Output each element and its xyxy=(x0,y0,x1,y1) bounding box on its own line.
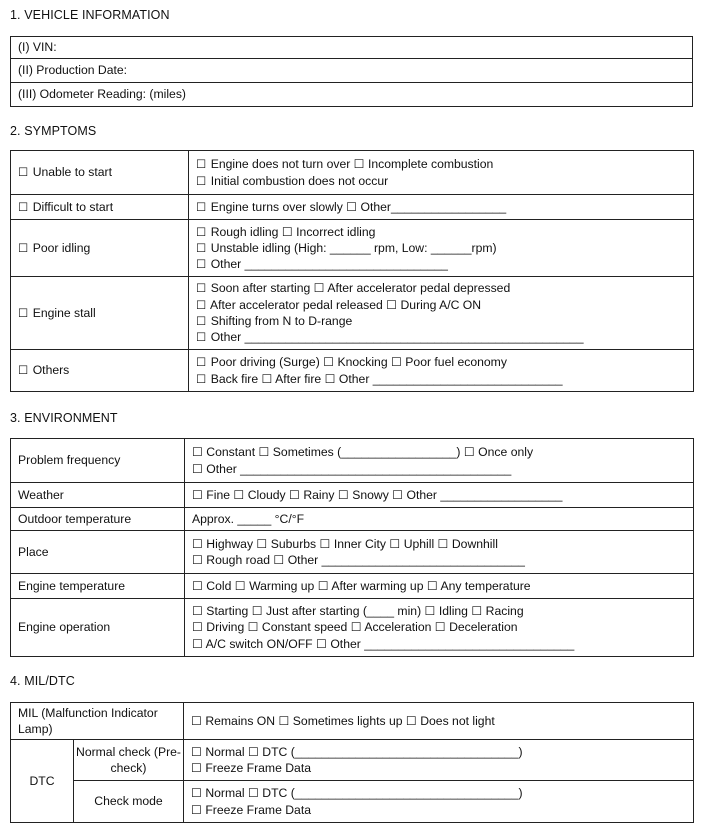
symptom-options-poor-idling: ☐ Rough idling ☐ Incorrect idling ☐ Unstable idling (High: ______ rpm, Low: ______rpm) ☐ Other ______________________________ xyxy=(189,220,694,277)
checkbox-icon[interactable]: ☐ xyxy=(196,257,207,272)
checkbox-icon[interactable]: ☐ xyxy=(196,157,207,172)
checkbox-icon[interactable]: ☐ xyxy=(196,371,207,386)
checkbox-icon[interactable]: ☐ xyxy=(196,281,207,296)
checkbox-icon[interactable]: ☐ xyxy=(196,199,207,214)
mil-label: MIL (Malfunction Indicator Lamp) xyxy=(11,703,184,740)
env-options-engine-operation[interactable]: ☐ Starting ☐ Just after starting (____ min) ☐ Idling ☐ Racing ☐ Driving ☐ Constant speed ☐ Acceleration ☐ Deceleration ☐ A/C switch ON/OFF ☐ Other _______________________________ xyxy=(185,599,694,657)
checkbox-icon[interactable]: ☐ xyxy=(196,330,207,345)
section-environment-heading: 3. ENVIRONMENT xyxy=(10,411,118,425)
symptom-label-poor-idling[interactable]: ☐ Poor idling xyxy=(11,220,189,277)
checkbox-icon[interactable]: ☐ xyxy=(196,240,207,255)
env-label-engine-temperature: Engine temperature xyxy=(11,574,185,599)
env-options-engine-temperature[interactable]: ☐ Cold ☐ Warming up ☐ After warming up ☐ Any temperature xyxy=(185,574,694,599)
normal-check-options[interactable]: ☐ Normal ☐ DTC (_________________________________) ☐ Freeze Frame Data xyxy=(184,740,694,781)
symptom-label-engine-stall[interactable]: ☐ Engine stall xyxy=(11,277,189,350)
checkbox-icon[interactable]: ☐ xyxy=(196,224,207,239)
env-options-weather[interactable]: ☐ Fine ☐ Cloudy ☐ Rainy ☐ Snowy ☐ Other __________________ xyxy=(185,483,694,508)
env-options-outdoor-temperature[interactable]: Approx. _____ °C/°F xyxy=(185,508,694,531)
check-mode-label: Check mode xyxy=(74,781,184,823)
section-vehicle-heading: 1. VEHICLE INFORMATION xyxy=(10,8,170,22)
symptom-options-difficult-to-start: ☐ Engine turns over slowly ☐ Other_________________ xyxy=(189,195,694,220)
symptom-options-unable-to-start: ☐ Engine does not turn over ☐ Incomplete combustion ☐ Initial combustion does not occur xyxy=(189,151,694,195)
checkbox-icon[interactable]: ☐ xyxy=(196,297,207,312)
dtc-label: DTC xyxy=(11,740,74,823)
env-label-weather: Weather xyxy=(11,483,185,508)
symptom-label-difficult-to-start[interactable]: ☐ Difficult to start xyxy=(11,195,189,220)
symptom-label-others[interactable]: ☐ Others xyxy=(11,350,189,392)
checkbox-icon[interactable]: ☐ xyxy=(18,363,29,378)
section-symptoms-heading: 2. SYMPTOMS xyxy=(10,124,97,138)
normal-check-label: Normal check (Pre-check) xyxy=(74,740,184,781)
vin-field[interactable]: (I) VIN: xyxy=(11,37,693,59)
env-options-place[interactable]: ☐ Highway ☐ Suburbs ☐ Inner City ☐ Uphill ☐ Downhill ☐ Rough road ☐ Other ______________________________ xyxy=(185,531,694,574)
symptoms-table xyxy=(10,150,694,392)
check-mode-options[interactable]: ☐ Normal ☐ DTC (_________________________________) ☐ Freeze Frame Data xyxy=(184,781,694,823)
section-mil-dtc-heading: 4. MIL/DTC xyxy=(10,674,75,688)
env-options-problem-frequency[interactable]: ☐ Constant ☐ Sometimes (_________________) ☐ Once only ☐ Other ________________________________________ xyxy=(185,439,694,483)
mil-options[interactable]: ☐ Remains ON ☐ Sometimes lights up ☐ Does not light xyxy=(184,703,694,740)
checkbox-icon[interactable]: ☐ xyxy=(18,165,29,180)
odometer-field[interactable]: (III) Odometer Reading: (miles) xyxy=(11,83,693,107)
symptom-options-others: ☐ Poor driving (Surge) ☐ Knocking ☐ Poor fuel economy ☐ Back fire ☐ After fire ☐ Other ____________________________ xyxy=(189,350,694,392)
env-label-place: Place xyxy=(11,531,185,574)
checkbox-icon[interactable]: ☐ xyxy=(18,305,29,320)
vehicle-info-table xyxy=(10,36,693,107)
production-date-field[interactable]: (II) Production Date: xyxy=(11,59,693,83)
checkbox-icon[interactable]: ☐ xyxy=(196,173,207,188)
env-label-problem-frequency: Problem frequency xyxy=(11,439,185,483)
checkbox-icon[interactable]: ☐ xyxy=(18,199,29,214)
checkbox-icon[interactable]: ☐ xyxy=(196,355,207,370)
env-label-engine-operation: Engine operation xyxy=(11,599,185,657)
symptom-options-engine-stall: ☐ Soon after starting ☐ After accelerator pedal depressed ☐ After accelerator pedal released ☐ During A/C ON ☐ Shifting from N to D-range ☐ Other __________________________________________________ xyxy=(189,277,694,350)
symptom-label-unable-to-start[interactable]: ☐ Unable to start xyxy=(11,151,189,195)
env-label-outdoor-temperature: Outdoor temperature xyxy=(11,508,185,531)
environment-table xyxy=(10,438,694,657)
checkbox-icon[interactable]: ☐ xyxy=(196,314,207,328)
checkbox-icon[interactable]: ☐ xyxy=(18,240,29,255)
mil-dtc-table xyxy=(10,702,694,823)
